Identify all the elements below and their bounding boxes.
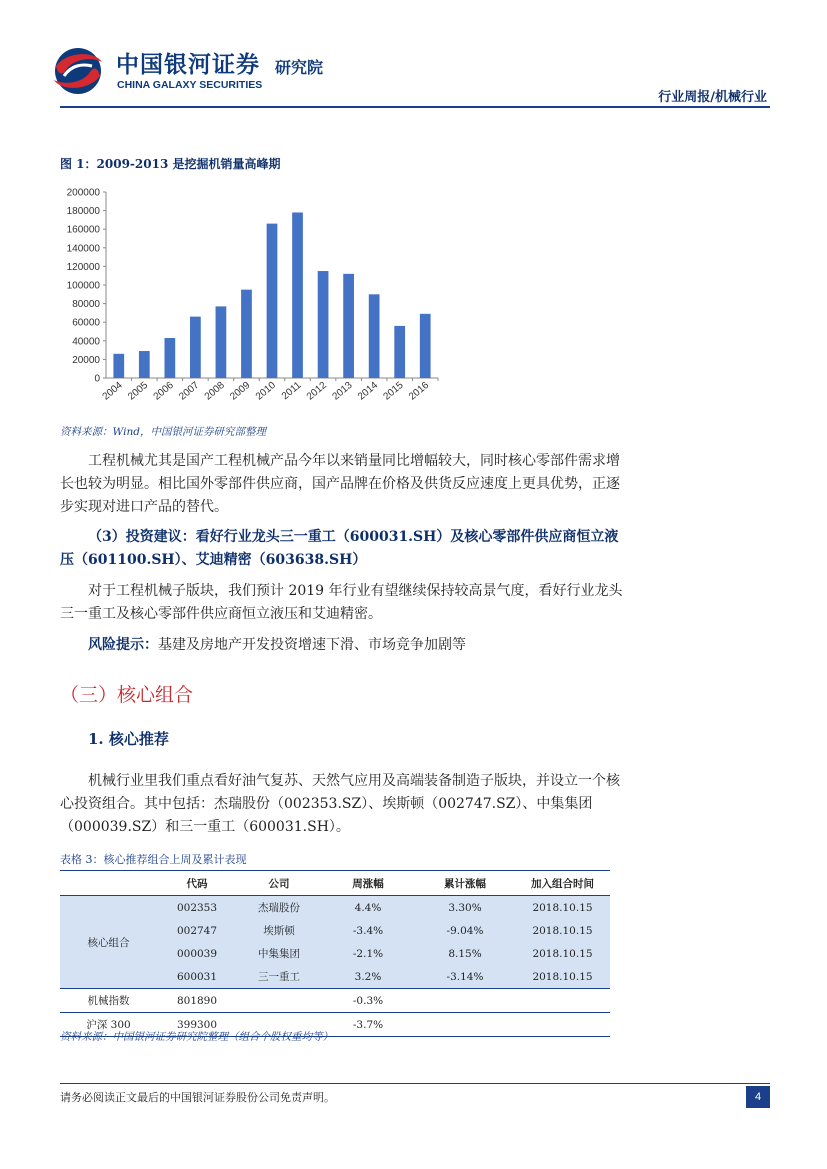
x-tick-label: 2016 xyxy=(407,379,432,403)
bar-2006 xyxy=(164,338,175,378)
investment-advice: （3）投资建议：看好行业龙头三一重工（600031.SH）及核心零部件供应商恒立液压（601100.SH）、艾迪精密（603638.SH） xyxy=(60,529,619,568)
x-tick-label: 2006 xyxy=(151,379,176,403)
bar-2008 xyxy=(216,306,227,378)
x-tick-label: 2007 xyxy=(177,379,202,403)
footer-disclaimer: 请务必阅读正文最后的中国银河证券股份公司免责声明。 xyxy=(60,1091,335,1104)
y-tick-label: 180000 xyxy=(66,206,100,218)
company-logo xyxy=(50,42,350,102)
report-type: 行业周报/机械行业 xyxy=(658,90,767,105)
logo-english-name: CHINA GALAXY SECURITIES xyxy=(117,79,263,91)
risk-text: 基建及房地产开发投资增速下滑、市场竞争加剧等 xyxy=(158,637,466,653)
cell-cumulative: 8.15% xyxy=(415,942,515,965)
paragraph-portfolio: 机械行业里我们重点看好油气复苏、天然气应用及高端装备制造子版块，并设立一个核心投资组合。其中包括：杰瑞股份（002353.SZ）、埃斯顿（002747.SZ）、中集集团（000039.SZ）和三一重工（600031.SH）。 xyxy=(60,773,620,835)
bar-2015 xyxy=(394,326,405,378)
cell-weekly: 3.2% xyxy=(321,965,415,989)
table-header-code: 代码 xyxy=(157,871,237,896)
y-tick-label: 20000 xyxy=(72,354,100,366)
bar-2016 xyxy=(420,314,431,378)
y-tick-label: 60000 xyxy=(72,317,100,329)
bar-2009 xyxy=(241,290,252,378)
table-header-row xyxy=(60,871,610,896)
y-tick-label: 160000 xyxy=(66,224,100,236)
bar-2010 xyxy=(267,224,278,378)
cell-cumulative: 3.30% xyxy=(415,896,515,920)
logo-institute: 研究院 xyxy=(275,58,324,77)
cell-code: 002747 xyxy=(157,919,237,942)
cell-cumulative: -3.14% xyxy=(415,965,515,989)
header-divider xyxy=(60,106,770,108)
bar-2014 xyxy=(369,294,380,378)
figure-source: 资料来源：Wind，中国银河证券研究部整理 xyxy=(60,426,266,438)
y-tick-label: 200000 xyxy=(66,187,100,199)
figure-title: 图 1：2009-2013 是挖掘机销量高峰期 xyxy=(60,157,281,171)
core-portfolio-table xyxy=(60,870,610,1037)
cell-added: 2018.10.15 xyxy=(515,942,610,965)
x-tick-label: 2009 xyxy=(228,379,253,403)
table-header-company: 公司 xyxy=(237,871,321,896)
table-header-added: 加入组合时间 xyxy=(515,871,610,896)
x-tick-label: 2014 xyxy=(355,379,381,403)
paragraph-industry: 工程机械尤其是国产工程机械产品今年以来销量同比增幅较大，同时核心零部件需求增长也较为明显。相比国外零部件供应商，国产品牌在价格及供货反应速度上更具优势，正逐步实现对进口产品的替代。 xyxy=(60,453,620,515)
cell-weekly: -3.4% xyxy=(321,919,415,942)
y-tick-label: 40000 xyxy=(72,336,100,348)
cell-index-name: 机械指数 xyxy=(60,989,157,1013)
x-tick-label: 2015 xyxy=(381,379,406,403)
x-tick-label: 2008 xyxy=(202,379,227,403)
section-title: （三）核心组合 xyxy=(60,684,194,706)
cell-company: 三一重工 xyxy=(237,965,321,989)
page-number: 4 xyxy=(746,1086,770,1108)
galaxy-logo-icon xyxy=(50,46,106,96)
y-tick-label: 100000 xyxy=(66,280,100,292)
group-label: 核心组合 xyxy=(60,896,157,989)
bar-2005 xyxy=(139,351,150,378)
bar-2004 xyxy=(113,354,124,378)
table-header-weekly: 周涨幅 xyxy=(321,871,415,896)
bar-2013 xyxy=(343,274,354,378)
cell-code: 399300 xyxy=(157,1013,237,1037)
index-row xyxy=(60,989,610,1013)
table-title: 表格 3：核心推荐组合上周及累计表现 xyxy=(60,853,247,866)
cell-weekly: 4.4% xyxy=(321,896,415,920)
x-tick-label: 2012 xyxy=(304,379,330,403)
cell-weekly: -3.7% xyxy=(321,1013,415,1037)
cell-code: 000039 xyxy=(157,942,237,965)
cell-company: 埃斯顿 xyxy=(237,919,321,942)
y-tick-label: 80000 xyxy=(72,299,100,311)
cell-code: 600031 xyxy=(157,965,237,989)
y-tick-label: 0 xyxy=(94,373,100,385)
table-header-cumulative: 累计涨幅 xyxy=(415,871,515,896)
cell-company: 中集集团 xyxy=(237,942,321,965)
cell-added: 2018.10.15 xyxy=(515,965,610,989)
y-tick-label: 140000 xyxy=(66,243,100,255)
cell-company: 杰瑞股份 xyxy=(237,896,321,920)
cell-added: 2018.10.15 xyxy=(515,919,610,942)
risk-label: 风险提示： xyxy=(88,637,158,653)
bar-2011 xyxy=(292,212,303,378)
x-tick-label: 2011 xyxy=(279,379,304,403)
table-header-blank xyxy=(60,871,157,896)
paragraph-outlook: 对于工程机械子版块，我们预计 2019 年行业有望继续保持较高景气度，看好行业龙头三一重工及核心零部件供应商恒立液压和艾迪精密。 xyxy=(60,583,623,622)
cell-weekly: -2.1% xyxy=(321,942,415,965)
sub-title: 1. 核心推荐 xyxy=(88,730,169,748)
excavator-sales-chart xyxy=(56,182,448,414)
bar-2007 xyxy=(190,317,201,378)
cell-added: 2018.10.15 xyxy=(515,896,610,920)
logo-chinese-name: 中国银河证券 xyxy=(116,52,260,78)
x-tick-label: 2005 xyxy=(126,379,151,403)
x-tick-label: 2013 xyxy=(330,379,355,403)
cell-index-name: 沪深 300 xyxy=(60,1013,157,1037)
table-row xyxy=(60,896,610,920)
cell-code: 002353 xyxy=(157,896,237,920)
cell-cumulative: -9.04% xyxy=(415,919,515,942)
x-tick-label: 2004 xyxy=(100,379,125,403)
y-tick-label: 120000 xyxy=(66,261,100,273)
risk-warning xyxy=(60,634,625,657)
cell-code: 801890 xyxy=(157,989,237,1013)
footer-divider xyxy=(60,1083,770,1084)
table-source: 资料来源：中国银河证券研究院整理（组合个股权重均等） xyxy=(60,1031,333,1043)
bar-2012 xyxy=(318,271,329,378)
x-tick-label: 2010 xyxy=(253,379,278,403)
cell-weekly: -0.3% xyxy=(321,989,415,1013)
